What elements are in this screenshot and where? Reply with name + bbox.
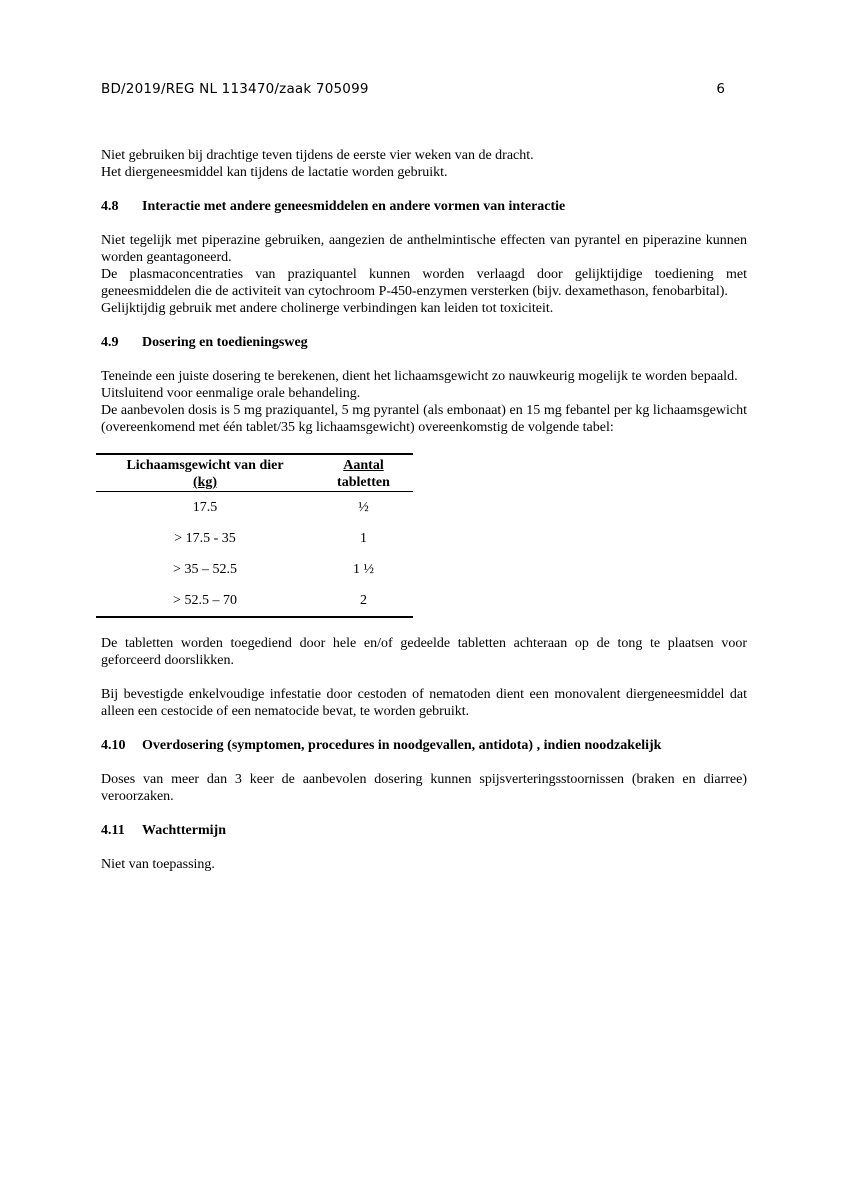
section-title: Wachttermijn	[142, 823, 226, 838]
paragraph: De aanbevolen dosis is 5 mg praziquantel, 5 mg pyrantel (als embonaat) en 15 mg febantel per kg lichaamsgewicht (overeenkomend met één tablet/35 kg lichaamsgewicht) overeenkomstig de volgende tabel:	[101, 403, 747, 435]
header-line: Lichaamsgewicht van dier	[126, 458, 284, 473]
table-row	[96, 492, 413, 524]
monovalent-paragraph	[101, 686, 747, 720]
tablets-cell: 1 ½	[353, 562, 374, 577]
section-4-10-body	[101, 771, 747, 805]
table-row	[96, 554, 413, 585]
paragraph: Gelijktijdig gebruik met andere cholinerge verbindingen kan leiden tot toxiciteit.	[101, 301, 554, 316]
section-title: Dosering en toedieningsweg	[142, 335, 308, 350]
page-number: 6	[716, 81, 725, 97]
weight-cell: > 52.5 – 70	[173, 593, 237, 608]
weight-cell: 17.5	[192, 500, 218, 515]
section-4-9-heading	[101, 334, 747, 351]
section-number: 4.8	[101, 199, 119, 214]
reference-number: BD/2019/REG NL 113470/zaak 705099	[101, 81, 369, 97]
section-title: Overdosering (symptomen, procedures in noodgevallen, antidota) , indien noodzakelijk	[142, 738, 662, 753]
section-4-8-body	[101, 232, 747, 317]
paragraph: De plasmaconcentraties van praziquantel kunnen worden verlaagd door gelijktijdige toediening met geneesmiddelen die de activiteit van cytochroom P-450-enzymen versterken (bijv. dexamethason, fenobarbital).	[101, 267, 747, 299]
paragraph: Teneinde een juiste dosering te berekenen, dient het lichaamsgewicht zo nauwkeurig mogelijk te worden bepaald.	[101, 369, 738, 384]
section-number: 4.11	[101, 823, 125, 838]
header-line: (kg)	[192, 475, 218, 490]
table-row	[96, 585, 413, 617]
section-4-9-body	[101, 368, 747, 436]
weight-cell: > 35 – 52.5	[173, 562, 237, 577]
tablets-cell: ½	[358, 500, 369, 515]
intro-line-1: Niet gebruiken bij drachtige teven tijdens de eerste vier weken van de dracht.	[101, 148, 534, 163]
paragraph: Bij bevestigde enkelvoudige infestatie door cestoden of nematoden dient een monovalent diergeneesmiddel dat alleen een cestocide of een nematocide bevat, te worden gebruikt.	[101, 687, 747, 719]
tablets-cell: 1	[360, 531, 367, 546]
intro-block	[101, 147, 747, 181]
section-4-8-heading	[101, 198, 747, 215]
paragraph: Uitsluitend voor eenmalige orale behandeling.	[101, 386, 361, 401]
section-number: 4.10	[101, 738, 126, 753]
administration-paragraph	[101, 635, 747, 669]
header-line: Aantal	[343, 458, 384, 473]
section-4-11-body	[101, 856, 747, 873]
weight-cell: > 17.5 - 35	[174, 531, 236, 546]
header-line: tabletten	[337, 475, 390, 490]
weight-column-header	[96, 454, 314, 492]
intro-line-2: Het diergeneesmiddel kan tijdens de lactatie worden gebruikt.	[101, 165, 448, 180]
paragraph: Doses van meer dan 3 keer de aanbevolen dosering kunnen spijsverteringsstoornissen (braken en diarree) veroorzaken.	[101, 772, 747, 804]
dosage-table	[96, 453, 413, 618]
document-body	[101, 147, 747, 890]
section-4-11-heading	[101, 822, 747, 839]
section-title: Interactie met andere geneesmiddelen en andere vormen van interactie	[142, 199, 566, 214]
paragraph: De tabletten worden toegediend door hele en/of gedeelde tabletten achteraan op de tong te plaatsen voor geforceerd doorslikken.	[101, 636, 747, 668]
tablets-cell: 2	[360, 593, 367, 608]
section-number: 4.9	[101, 335, 119, 350]
section-4-10-heading	[101, 737, 747, 754]
paragraph: Niet van toepassing.	[101, 857, 215, 872]
table-header-row	[96, 454, 413, 492]
paragraph: Niet tegelijk met piperazine gebruiken, aangezien de anthelmintische effecten van pyrantel en piperazine kunnen worden geantagoneerd.	[101, 233, 747, 265]
tablets-column-header	[314, 454, 413, 492]
table-row	[96, 523, 413, 554]
